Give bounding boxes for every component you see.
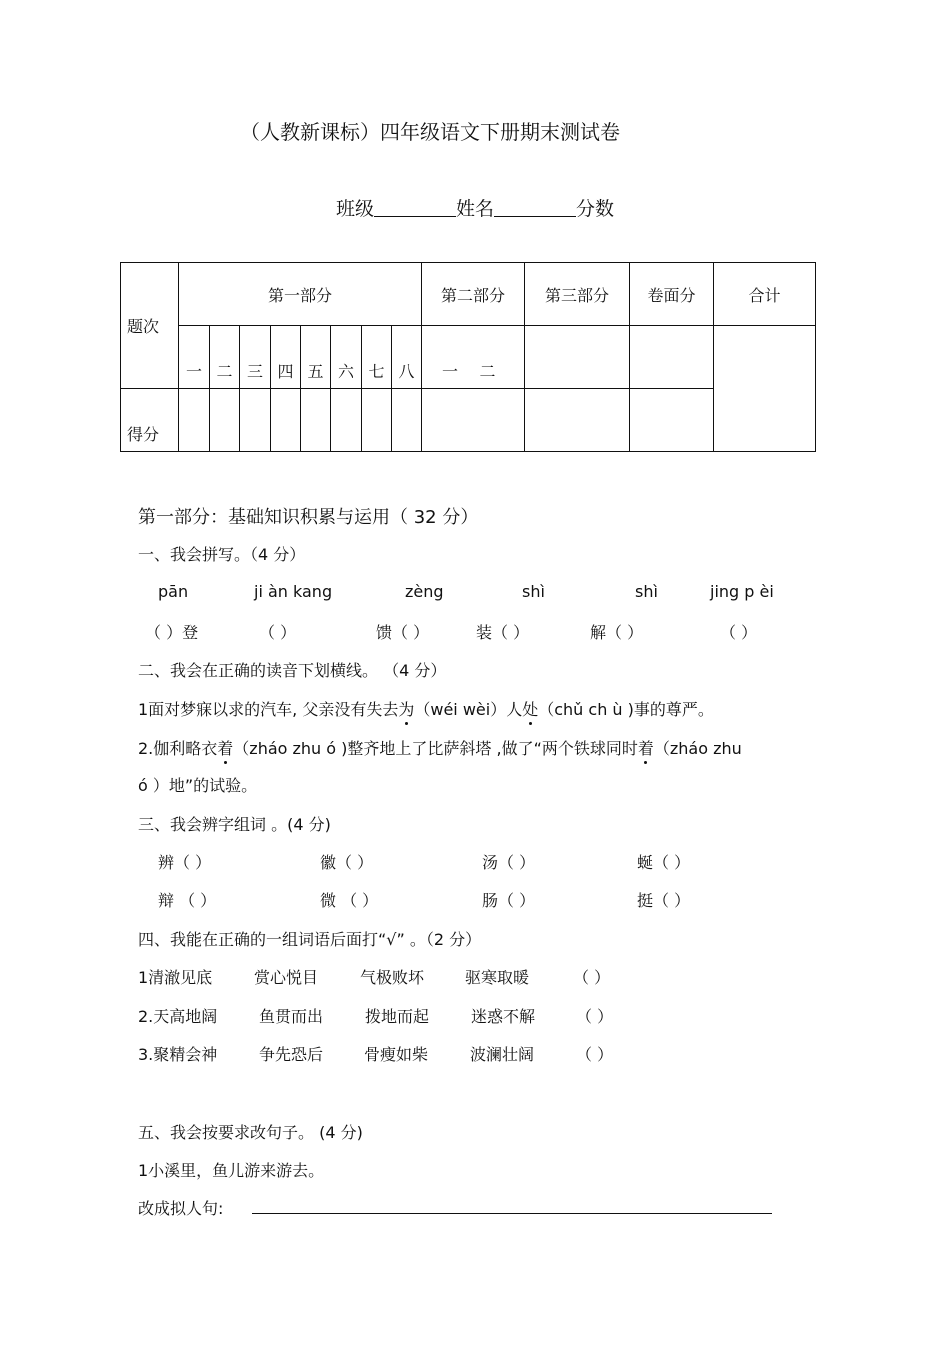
pinyin-blank[interactable]: （ ）登 [145,623,199,642]
part1-item: 二 [210,326,240,389]
row-label-score: 得分 [121,389,179,452]
pinyin: ji àn kang [254,582,333,601]
q4-word: 气极败坏 [360,968,425,987]
score-label: 分数 [576,198,615,220]
pinyin-blank[interactable]: 解（ ） [590,623,644,642]
q4-word: 骨瘦如柴 [364,1045,429,1064]
pinyin: zèng [405,582,444,601]
word-blank[interactable]: 蜒（ ） [637,853,691,872]
row-label-items: 题次 [121,263,179,389]
q2-line1: 1面对梦寐以求的汽车, 父亲没有失去为（wéi wèi）人处（chǔ ch ù )事的尊严。 [138,700,714,719]
part1-item: 六 [331,326,362,389]
q3-heading: 三、我会辨字组词 。(4 分) [138,815,331,834]
q4-word: 波澜壮阔 [470,1045,535,1064]
q4-word: 2.天高地阔 [138,1007,218,1026]
page-title: （人教新课标）四年级语文下册期末测试卷 [240,120,620,144]
pinyin: shì [635,582,658,601]
score-cell[interactable] [422,389,480,452]
pinyin-blank[interactable]: （ ） [259,623,297,642]
dotted-char: 处 [522,700,539,719]
part1-item: 七 [362,326,392,389]
dotted-char: 着 [217,739,234,758]
part1-item: 四 [271,326,301,389]
word-blank[interactable]: 汤（ ） [482,853,536,872]
score-cell[interactable] [331,389,362,452]
part2-header: 第二部分 [422,263,525,326]
q4-word: 鱼贯而出 [259,1007,324,1026]
pinyin-blank[interactable]: （ ） [720,623,758,642]
part1-item: 一 [179,326,210,389]
q2-line2: 2.伽利略衣着（zháo zhu ó )整齐地上了比萨斜塔 ,做了“两个铁球同时着（zháo zhu [138,739,742,758]
answer-line[interactable] [252,1213,772,1214]
pinyin-blank[interactable]: 馈（ ） [376,623,430,642]
word-blank[interactable]: 辨（ ） [158,853,212,872]
q4-word: 争先恐后 [259,1045,324,1064]
word-blank[interactable]: 辩 （ ） [158,891,217,910]
q4-word: 赏心悦目 [254,968,319,987]
word-blank[interactable]: 肠（ ） [482,891,536,910]
pinyin: pān [158,582,189,601]
pinyin-blank[interactable]: 装（ ） [476,623,530,642]
score-cell[interactable] [392,389,422,452]
pinyin: shì [522,582,545,601]
q4-word: 迷惑不解 [471,1007,536,1026]
word-blank[interactable]: 徽（ ） [320,853,374,872]
neatness-header: 卷面分 [630,263,714,326]
score-cell[interactable] [240,389,271,452]
section1-heading: 第一部分：基础知识积累与运用（ 32 分） [138,507,479,528]
q4-word: 3.聚精会神 [138,1045,218,1064]
pinyin: jing p èi [710,582,774,601]
part1-header: 第一部分 [179,263,422,326]
q4-word: 拨地而起 [365,1007,430,1026]
part1-item: 三 [240,326,271,389]
name-label: 姓名 [455,198,494,220]
class-label: 班级 [335,198,374,220]
score-cell[interactable] [301,389,331,452]
q5-prompt: 改成拟人句: [138,1199,224,1218]
student-info-line [0,194,950,221]
score-cell[interactable] [362,389,392,452]
score-cell[interactable] [630,389,714,452]
q4-word: 驱寒取暖 [465,968,530,987]
name-blank[interactable] [494,198,576,217]
part1-item: 八 [392,326,422,389]
score-cell[interactable] [271,389,301,452]
q4-word: 1清澈见底 [138,968,213,987]
word-blank[interactable]: 微 （ ） [320,891,379,910]
q4-answer-box[interactable]: （ ） [576,1045,614,1064]
q4-answer-box[interactable]: （ ） [573,968,611,987]
q5-heading: 五、我会按要求改句子。 (4 分) [138,1123,363,1142]
word-blank[interactable]: 挺（ ） [637,891,691,910]
total-score-cell[interactable] [714,326,816,452]
q5-sentence: 1小溪里，鱼儿游来游去。 [138,1161,325,1180]
neatness-item-cell [630,326,714,389]
part3-header: 第三部分 [525,263,630,326]
q2-heading: 二、我会在正确的读音下划横线。 （4 分） [138,661,447,680]
q4-answer-box[interactable]: （ ） [576,1007,614,1026]
total-header: 合计 [714,263,816,326]
part1-item: 五 [301,326,331,389]
class-blank[interactable] [374,198,456,217]
score-cell[interactable] [525,389,630,452]
score-table [120,262,816,452]
dotted-char: 着 [637,739,654,758]
q4-heading: 四、我能在正确的一组词语后面打“√” 。（2 分） [138,930,482,949]
part3-item-cell [525,326,630,389]
dotted-char: 为 [398,700,415,719]
score-cell[interactable] [179,389,210,452]
score-cell[interactable] [210,389,240,452]
part2-item: 二 [480,326,525,389]
q2-line3: ó ）地”的试验。 [138,776,258,795]
score-cell[interactable] [480,389,525,452]
part2-item: 一 [422,326,480,389]
q1-heading: 一、我会拼写。（4 分） [138,545,306,564]
